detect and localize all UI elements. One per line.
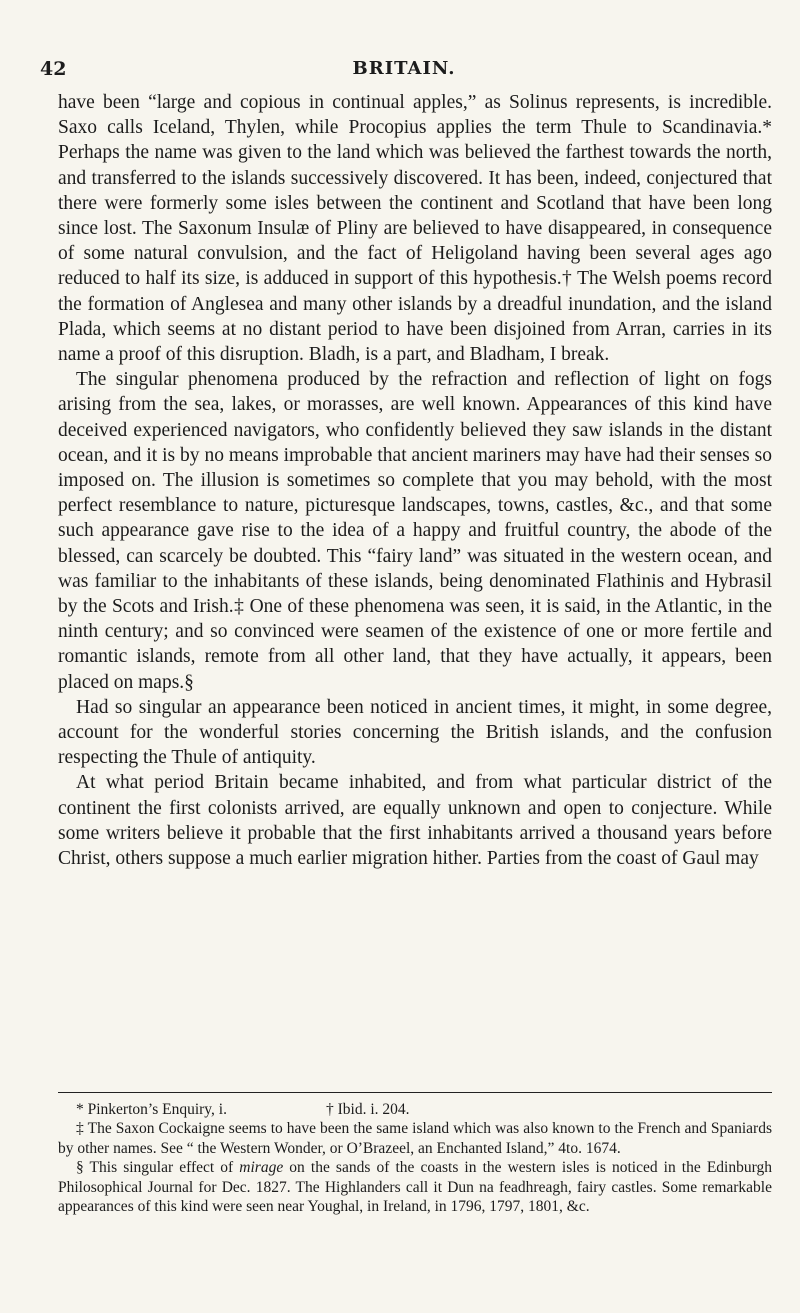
footnote-ddagger: ‡ The Saxon Cockaigne seems to have been the same island which was also known to the French and Spaniards by other names. See “ the Western Wonder, or O’Brazeel, an Enchanted Island,” 4to. 1674. bbox=[58, 1120, 772, 1157]
footnote-section-part: on the sands of the coasts in the western isles is noticed in the Edinburgh Philosophical Journal for Dec. 1827. The Highlanders call it Dun na feadhreagh, fairy castles. Some remarkable appearances of this kind were seen near Youghal, in Ireland, in 1796, 1797, 1801, &c. bbox=[58, 1159, 772, 1216]
paragraph: At what period Britain became inhabited, and from what particular district of the continent the first colonists arrived, are equally unknown and open to conjecture. While some writers believe it probable that the first inhabitants arrived a thousand years before Christ, others suppose a much earlier migration hither. Parties from the coast of Gaul may bbox=[58, 772, 772, 870]
page-number: 42 bbox=[40, 58, 67, 80]
footnote-star: * Pinkerton’s Enquiry, i. bbox=[76, 1101, 227, 1118]
footnote-dagger: † Ibid. i. 204. bbox=[326, 1101, 410, 1118]
paragraph: have been “large and copious in continual apples,” as Solinus represents, is incredible. Saxo calls Iceland, Thylen, while Procopius applies the term Thule to Scandinavia.* Perhaps the name was given to the land which was believed the farthest towards the north, and transferred to the islands successively discovered. It has been, indeed, conjectured that there were formerly some isles between the continent and Scotland that have been long since lost. The Saxonum Insulæ of Pliny are believed to have disappeared, in consequence of some natural convulsion, and the fact of Heligoland having been several ages ago reduced to half its size, is adduced in support of this hypothesis.† The Welsh poems record the formation of Anglesea and many other islands by a dreadful inundation, and the island Plada, which seems at no distant period to have been disjoined from Arran, carries in its name a proof of this disruption. Bladh, is a part, and Bladham, I break. bbox=[58, 92, 772, 366]
footnote-section bbox=[58, 1158, 772, 1216]
footnote-section-part: § This singular effect of bbox=[76, 1159, 240, 1177]
body-text bbox=[58, 90, 772, 871]
footnote-row bbox=[58, 1100, 772, 1119]
page-header bbox=[40, 58, 768, 82]
paragraph: Had so singular an appearance been noticed in ancient times, it might, in some degree, account for the wonderful stories concerning the British islands, and the confusion respecting the Thule of antiquity. bbox=[58, 696, 772, 769]
running-title: BRITAIN. bbox=[352, 58, 456, 79]
footnote-section-emphasis: mirage bbox=[239, 1159, 284, 1177]
footnote-divider bbox=[58, 1092, 772, 1093]
footnotes bbox=[58, 1100, 772, 1216]
paragraph: The singular phenomena produced by the refraction and reflection of light on fogs arising from the sea, lakes, or morasses, are well known. Appearances of this kind have deceived experienced navigators, who confidently believed they saw islands in the distant ocean, and it is by no means improbable that ancient mariners may have had their senses so imposed on. The illusion is sometimes so complete that you may behold, with the most perfect resemblance to nature, picturesque landscapes, towns, castles, &c., and that some such appearance gave rise to the idea of a happy and fruitful country, the abode of the blessed, can scarcely be doubted. This “fairy land” was situated in the western ocean, and was familiar to the inhabitants of these islands, being denominated Flathinis and Hybrasil by the Scots and Irish.‡ One of these phenomena was seen, it is said, in the Atlantic, in the ninth century; and so convinced were seamen of the existence of one or more fertile and romantic islands, remote from all other land, that they have actually, it appears, been placed on maps.§ bbox=[58, 369, 772, 693]
